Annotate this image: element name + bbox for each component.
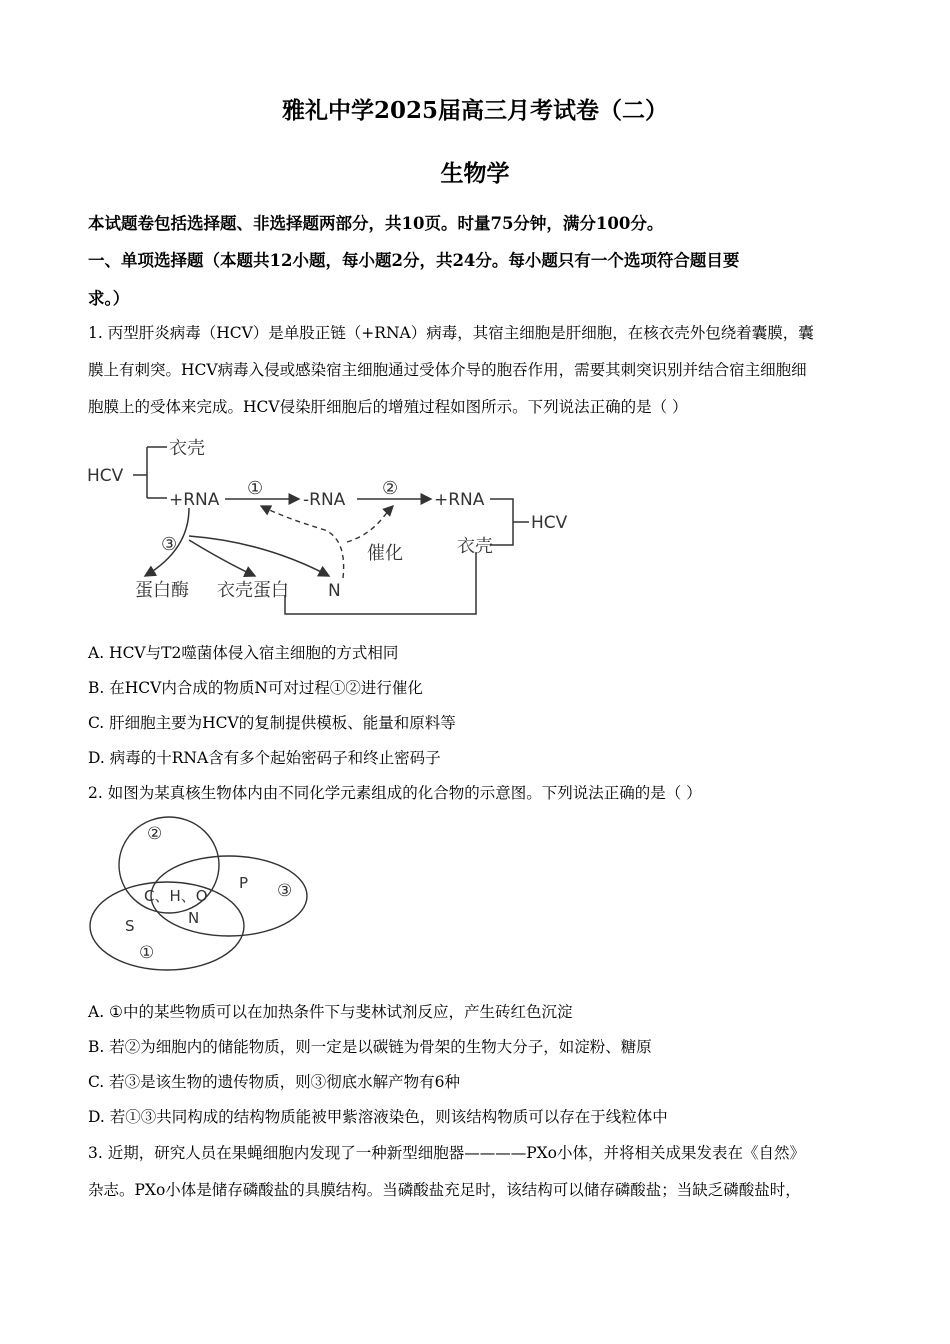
q2-option-b: B. 若②为细胞内的储能物质，则一定是以碳链为骨架的生物大分子，如淀粉、糖原	[88, 1038, 652, 1056]
exam-intro: 本试题卷包括选择题、非选择题两部分，共10页。时量75分钟，满分100分。	[88, 214, 664, 233]
catalyze-label: 催化	[367, 543, 403, 564]
arrow-to-n	[189, 536, 329, 576]
p-element-label: P	[239, 874, 249, 892]
circle-1-label: ①	[139, 943, 155, 963]
step3-label: ③	[161, 534, 178, 555]
hcv-left-label: HCV	[87, 466, 124, 486]
page-title: 雅礼中学2025届高三月考试卷（二）	[281, 97, 668, 124]
capsid-right-label: 衣壳	[457, 536, 493, 557]
q2-venn-diagram	[85, 813, 325, 973]
s-element-label: S	[125, 917, 135, 935]
plus-rna-2: +RNA	[434, 490, 485, 510]
q2-option-c: C. 若③是该生物的遗传物质，则③彻底水解产物有6种	[88, 1073, 461, 1091]
plus-rna-1: +RNA	[169, 490, 220, 510]
q1-option-c: C. 肝细胞主要为HCV的复制提供模板、能量和原料等	[88, 714, 456, 732]
section-heading-line1: 一、单项选择题（本题共12小题，每小题2分，共24分。每小题只有一个选项符合题目要	[88, 251, 740, 270]
q1-option-a: A. HCV与T2噬菌体侵入宿主细胞的方式相同	[88, 644, 399, 662]
q1-option-d: D. 病毒的十RNA含有多个起始密码子和终止密码子	[88, 749, 441, 767]
circle-2-label: ②	[147, 824, 163, 844]
q2-option-a: A. ①中的某些物质可以在加热条件下与斐林试剂反应，产生砖红色沉淀	[88, 1003, 573, 1021]
enzyme-label: 蛋白酶	[135, 580, 189, 601]
circle-3-label: ③	[277, 881, 293, 901]
step2-label: ②	[382, 478, 399, 499]
q1-hcv-diagram	[85, 430, 585, 620]
hcv-right-label: HCV	[531, 513, 568, 533]
q1-stem-line3: 胞膜上的受体来完成。HCV侵染肝细胞后的增殖过程如图所示。下列说法正确的是（ ）	[88, 398, 688, 416]
capsid-protein-label: 衣壳蛋白	[217, 580, 289, 601]
hcv-split-bracket	[133, 447, 167, 498]
q3-stem-line1: 3. 近期，研究人员在果蝇细胞内发现了一种新型细胞器————PXo小体，并将相关成果发表在《自然》	[88, 1144, 806, 1162]
catalysis-arrow-2	[347, 506, 393, 542]
n-label: N	[328, 581, 341, 601]
q1-stem-line1: 1. 丙型肝炎病毒（HCV）是单股正链（+RNA）病毒，其宿主细胞是肝细胞，在核衣壳外包绕着囊膜，囊	[88, 324, 814, 342]
subject-title: 生物学	[440, 160, 510, 187]
n-element-label: N	[188, 909, 200, 927]
arrow-to-capsid-protein	[189, 540, 255, 576]
q2-stem: 2. 如图为某真核生物体内由不同化学元素组成的化合物的示意图。下列说法正确的是（ ）	[88, 784, 702, 802]
q2-option-d: D. 若①③共同构成的结构物质能被甲紫溶液染色，则该结构物质可以存在于线粒体中	[88, 1108, 668, 1126]
capsid-top-label: 衣壳	[169, 438, 205, 459]
catalysis-arrow-1	[261, 506, 344, 578]
section-heading-line2: 求。）	[88, 289, 130, 308]
q3-stem-line2: 杂志。PXo小体是储存磷酸盐的具膜结构。当磷酸盐充足时，该结构可以储存磷酸盐；当缺乏磷酸盐时，	[88, 1181, 801, 1199]
q1-stem-line2: 膜上有刺突。HCV病毒入侵或感染宿主细胞通过受体介导的胞吞作用，需要其刺突识别并结合宿主细胞细	[88, 361, 807, 379]
assembly-bracket	[490, 499, 529, 545]
step1-label: ①	[247, 478, 264, 499]
minus-rna: -RNA	[303, 490, 346, 510]
center-elements-label: C、H、O	[144, 887, 208, 905]
q1-option-b: B. 在HCV内合成的物质N可对过程①②进行催化	[88, 679, 423, 697]
